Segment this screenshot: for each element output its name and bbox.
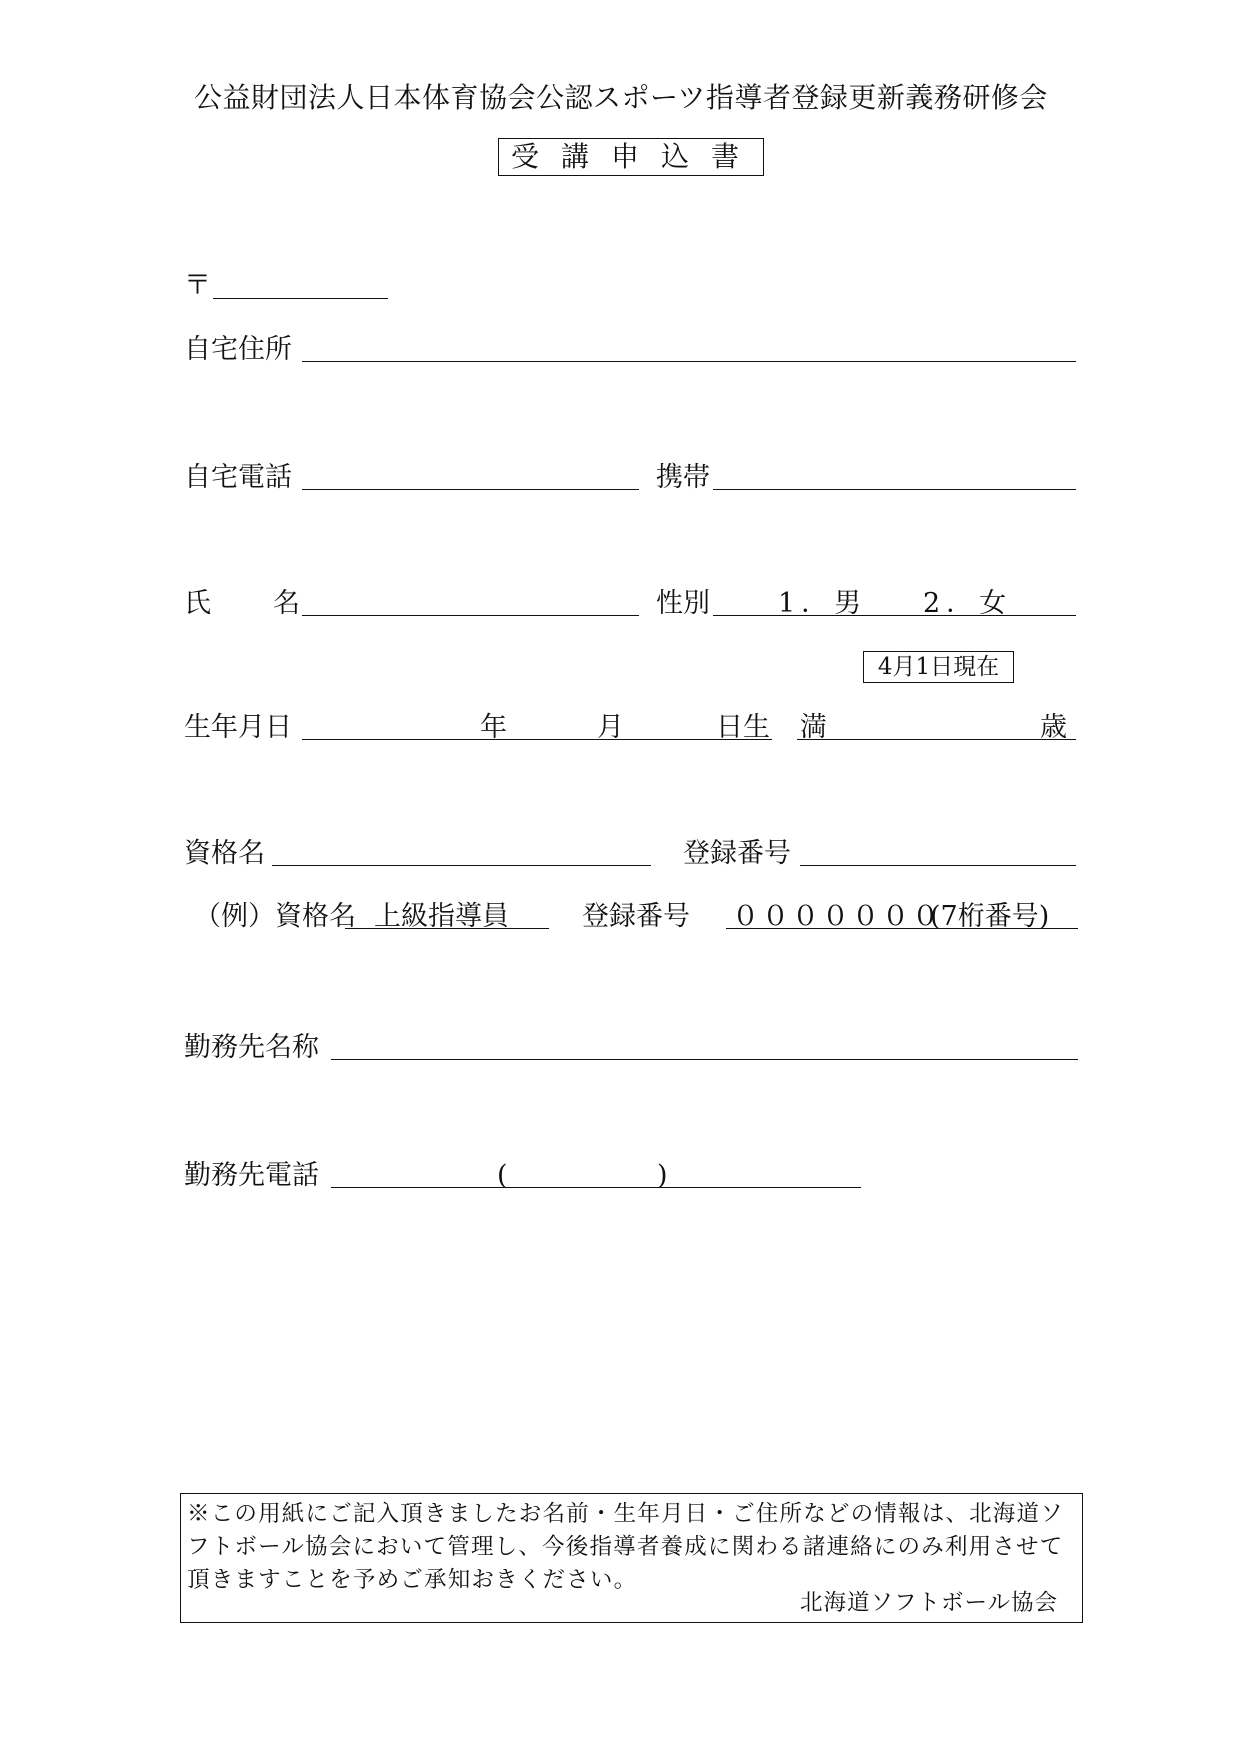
gender-field[interactable]	[713, 615, 1076, 616]
area-code-open-paren: (	[497, 1160, 508, 1191]
registration-number-field[interactable]	[800, 865, 1076, 866]
employer-phone-label: 勤務先電話	[184, 1160, 319, 1191]
birth-year-unit: 年	[480, 712, 507, 743]
gender-option-male[interactable]: 1．男	[778, 588, 868, 619]
postal-mark: 〒	[184, 270, 211, 301]
organization-name: 北海道ソフトボール協会	[799, 1590, 1058, 1616]
birth-month-unit: 月	[597, 712, 624, 743]
example-qualification-label: （例）資格名	[194, 901, 356, 932]
mobile-label: 携帯	[656, 462, 710, 493]
birth-date-label: 生年月日	[184, 712, 292, 743]
name-label-1: 氏	[184, 588, 211, 619]
employer-name-label: 勤務先名称	[184, 1032, 319, 1063]
age-field[interactable]	[797, 739, 1076, 740]
example-registration-value: ０００００００	[732, 901, 942, 932]
gender-label: 性別	[656, 588, 710, 619]
name-label-2: 名	[273, 588, 300, 619]
home-address-label: 自宅住所	[184, 334, 292, 365]
gender-option-female[interactable]: 2．女	[923, 588, 1013, 619]
registration-number-label: 登録番号	[683, 838, 791, 869]
mobile-field[interactable]	[713, 489, 1076, 490]
birth-day-unit: 日生	[716, 712, 770, 743]
employer-phone-field[interactable]	[331, 1187, 861, 1188]
postal-code-field[interactable]	[213, 298, 388, 299]
privacy-notice-text: ※この用紙にご記入頂きましたお名前・生年月日・ご住所などの情報は、北海道ソフトボール協会において管理し、今後指導者養成に関わる諸連絡にのみ利用させて頂きますことを予めご承知おきください。	[187, 1501, 1064, 1593]
form-title: 公益財団法人日本体育協会公認スポーツ指導者登録更新義務研修会	[194, 81, 1048, 114]
qualification-field[interactable]	[272, 865, 651, 866]
birth-date-field[interactable]	[302, 739, 772, 740]
age-suffix: 歳	[1040, 712, 1067, 743]
home-address-field[interactable]	[302, 361, 1076, 362]
age-prefix: 満	[800, 712, 827, 743]
employer-name-field[interactable]	[331, 1059, 1078, 1060]
example-qualification-value: 上級指導員	[374, 901, 509, 932]
area-code-close-paren: )	[657, 1160, 668, 1191]
form-subtitle: 受講申込書	[498, 138, 764, 176]
example-registration-label: 登録番号	[582, 901, 690, 932]
example-registration-note: (7桁番号)	[930, 901, 1050, 932]
qualification-label: 資格名	[184, 838, 265, 869]
privacy-notice-box	[180, 1493, 1083, 1623]
home-phone-field[interactable]	[302, 489, 639, 490]
example-qualification-underline	[345, 928, 549, 929]
home-phone-label: 自宅電話	[184, 462, 292, 493]
as-of-date-note: 4月1日現在	[863, 651, 1014, 683]
name-field[interactable]	[302, 615, 639, 616]
example-registration-underline	[726, 928, 1078, 929]
